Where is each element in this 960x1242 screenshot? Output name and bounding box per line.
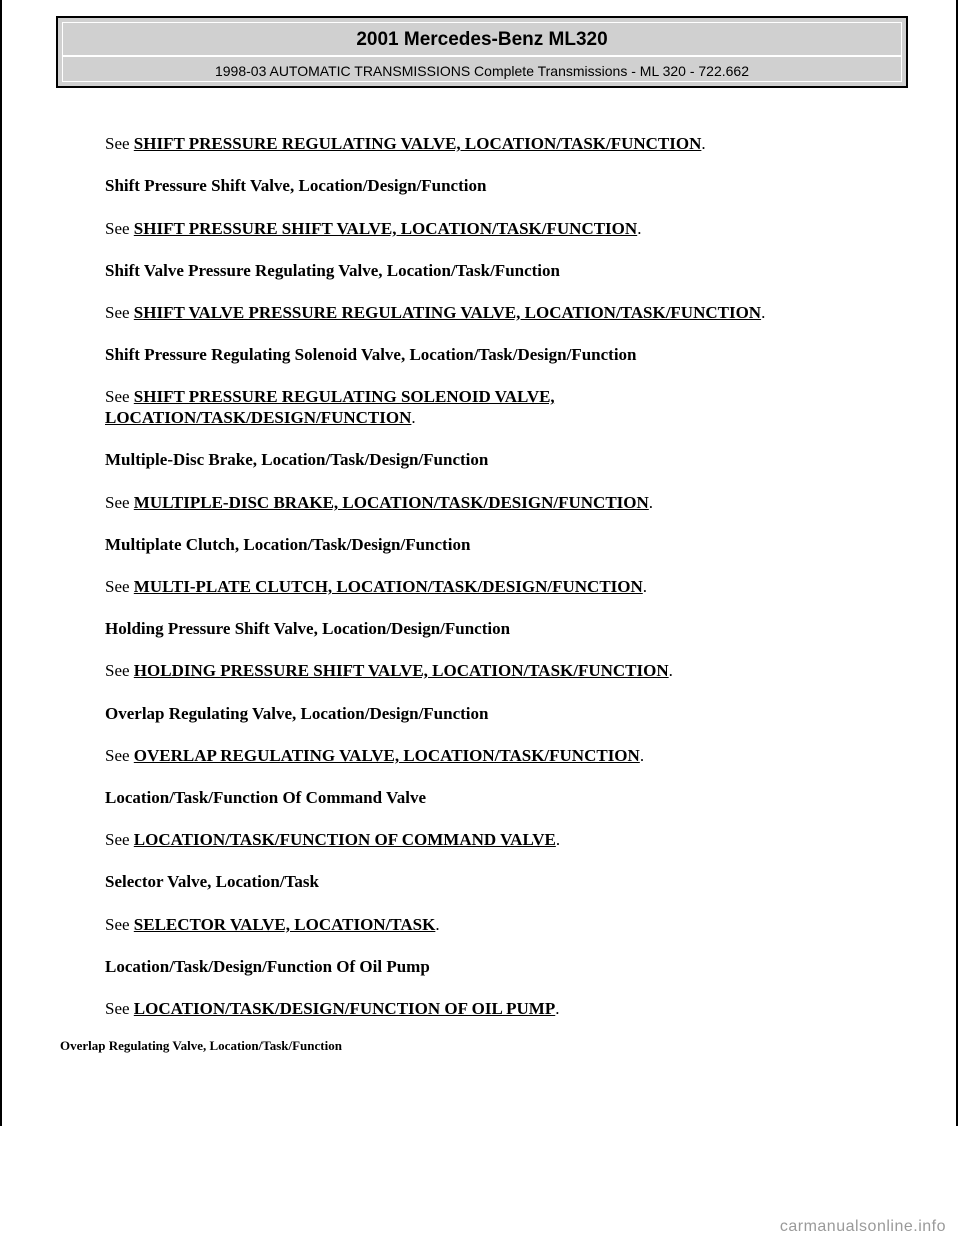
see-line: See LOCATION/TASK/DESIGN/FUNCTION OF OIL PUMP. [105,999,560,1018]
section-heading: Overlap Regulating Valve, Location/Design/Function [105,704,489,723]
see-line: See MULTIPLE-DISC BRAKE, LOCATION/TASK/DESIGN/FUNCTION. [105,493,654,512]
see-line: See OVERLAP REGULATING VALVE, LOCATION/TASK/FUNCTION. [105,746,645,765]
see-line: See LOCATION/TASK/FUNCTION OF COMMAND VALVE. [105,830,561,849]
see-line: See MULTI-PLATE CLUTCH, LOCATION/TASK/DESIGN/FUNCTION. [105,577,648,596]
see-line-continued: LOCATION/TASK/DESIGN/FUNCTION. [105,408,416,427]
reference-link[interactable]: SHIFT PRESSURE SHIFT VALVE, LOCATION/TASK/FUNCTION [133,219,638,238]
section-heading: Location/Task/Function Of Command Valve [105,788,427,807]
section-heading: Holding Pressure Shift Valve, Location/Design/Function [105,619,511,638]
reference-link[interactable]: HOLDING PRESSURE SHIFT VALVE, LOCATION/TASK/FUNCTION [133,661,669,680]
section-heading: Multiplate Clutch, Location/Task/Design/Function [105,535,471,554]
see-line: See SELECTOR VALVE, LOCATION/TASK. [105,915,440,934]
reference-link[interactable]: LOCATION/TASK/DESIGN/FUNCTION OF OIL PUMP [133,999,556,1018]
reference-link[interactable]: MULTIPLE-DISC BRAKE, LOCATION/TASK/DESIGN/FUNCTION [133,493,649,512]
header-subtitle: 1998-03 AUTOMATIC TRANSMISSIONS Complete Transmissions - ML 320 - 722.662 [214,63,750,79]
page-header [56,16,908,88]
section-heading: Location/Task/Design/Function Of Oil Pump [105,957,430,976]
reference-link[interactable]: SHIFT PRESSURE REGULATING SOLENOID VALVE, [133,387,555,406]
reference-link[interactable]: SELECTOR VALVE, LOCATION/TASK [133,915,436,934]
section-heading: Shift Pressure Regulating Solenoid Valve, Location/Task/Design/Function [105,345,637,364]
reference-link[interactable]: OVERLAP REGULATING VALVE, LOCATION/TASK/FUNCTION [133,746,640,765]
section-heading: Shift Pressure Shift Valve, Location/Design/Function [105,176,487,195]
subsection-heading: Overlap Regulating Valve, Location/Task/Function [60,1038,342,1053]
see-line: See SHIFT PRESSURE SHIFT VALVE, LOCATION/TASK/FUNCTION. [105,219,642,238]
see-line: See SHIFT PRESSURE REGULATING SOLENOID VALVE, [105,387,555,406]
section-heading: Shift Valve Pressure Regulating Valve, Location/Task/Function [105,261,560,280]
see-line: See HOLDING PRESSURE SHIFT VALVE, LOCATION/TASK/FUNCTION. [105,661,673,680]
see-line: See SHIFT PRESSURE REGULATING VALVE, LOCATION/TASK/FUNCTION. [105,134,706,153]
watermark: carmanualsonline.info [779,1218,946,1235]
reference-link[interactable]: SHIFT PRESSURE REGULATING VALVE, LOCATION/TASK/FUNCTION [133,134,702,153]
reference-link[interactable]: MULTI-PLATE CLUTCH, LOCATION/TASK/DESIGN/FUNCTION [133,577,643,596]
reference-link[interactable]: LOCATION/TASK/FUNCTION OF COMMAND VALVE [133,830,556,849]
section-heading: Selector Valve, Location/Task [105,872,319,891]
header-inner [62,22,902,82]
see-line: See SHIFT VALVE PRESSURE REGULATING VALVE, LOCATION/TASK/FUNCTION. [105,303,766,322]
reference-link-continued[interactable]: LOCATION/TASK/DESIGN/FUNCTION [105,408,412,427]
reference-link[interactable]: SHIFT VALVE PRESSURE REGULATING VALVE, LOCATION/TASK/FUNCTION [133,303,762,322]
header-title: 2001 Mercedes-Benz ML320 [63,25,901,57]
section-heading: Multiple-Disc Brake, Location/Task/Design/Function [105,450,489,469]
